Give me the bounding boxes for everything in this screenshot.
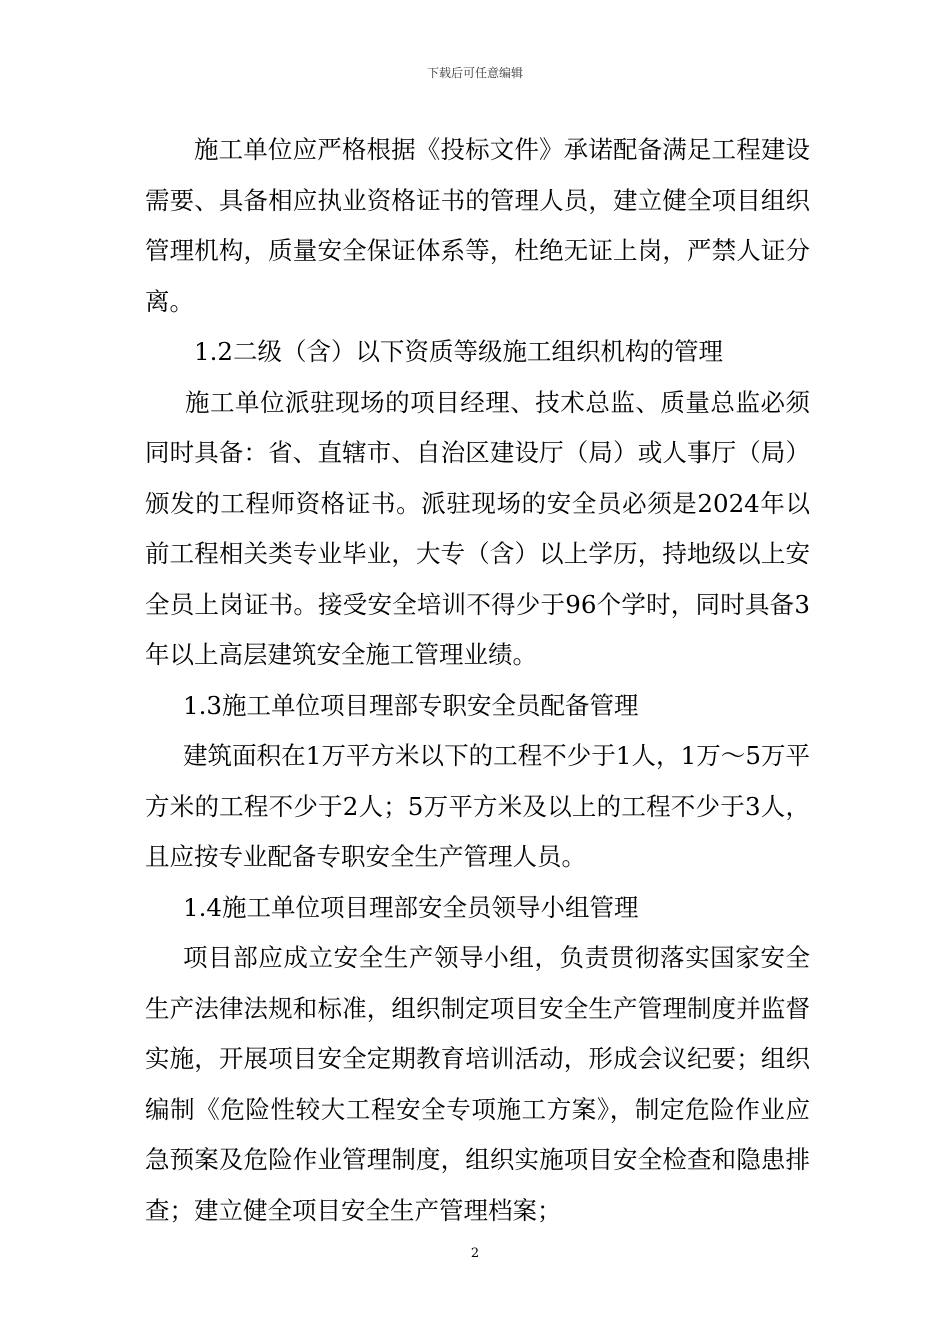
- paragraph-safety-officer-quota: 建筑面积在1万平方米以下的工程不少于1人，1万～5万平方米的工程不少于2人；5万平方米及以上的工程不少于3人，且应按专业配备专职安全生产管理人员。: [145, 741, 810, 871]
- section-heading-1-2: 1.2二级（含）以下资质等级施工组织机构的管理: [194, 337, 723, 366]
- section-heading-1-3: 1.3施工单位项目理部专职安全员配备管理: [183, 690, 639, 720]
- paragraph-safety-leadership-group: 项目部应成立安全生产领导小组，负责贯彻落实国家安全生产法律法规和标准，组织制定项目安全生产管理制度并监督实施，开展项目安全定期教育培训活动，形成会议纪要；组织编制《危险性较大工程安全专项施工方案》，制定危险作业应急预案及危险作业管理制度，组织实施项目安全检查和隐患排查；建立健全项目安全生产管理档案；: [145, 943, 810, 1225]
- paragraph-onsite-personnel: 施工单位派驻现场的项目经理、技术总监、质量总监必须同时具备：省、直辖市、自治区建设厅（局）或人事厅（局）颁发的工程师资格证书。派驻现场的安全员必须是2024年以前工程相关类专业毕业，大专（含）以上学历，持地级以上安全员上岗证书。接受安全培训不得少于96个学时，同时具备3年以上高层建筑安全施工管理业绩。: [145, 387, 810, 669]
- paragraph-staffing-requirements: 施工单位应严格根据《投标文件》承诺配备满足工程建设需要、具备相应执业资格证书的管理人员，建立健全项目组织管理机构，质量安全保证体系等，杜绝无证上岗，严禁人证分离。: [145, 135, 810, 316]
- page-header-note: 下载后可任意编辑: [426, 66, 523, 80]
- document-body: [145, 125, 810, 1236]
- page-number: 2: [470, 1246, 480, 1261]
- section-heading-1-4: 1.4施工单位项目理部安全员领导小组管理: [183, 892, 639, 922]
